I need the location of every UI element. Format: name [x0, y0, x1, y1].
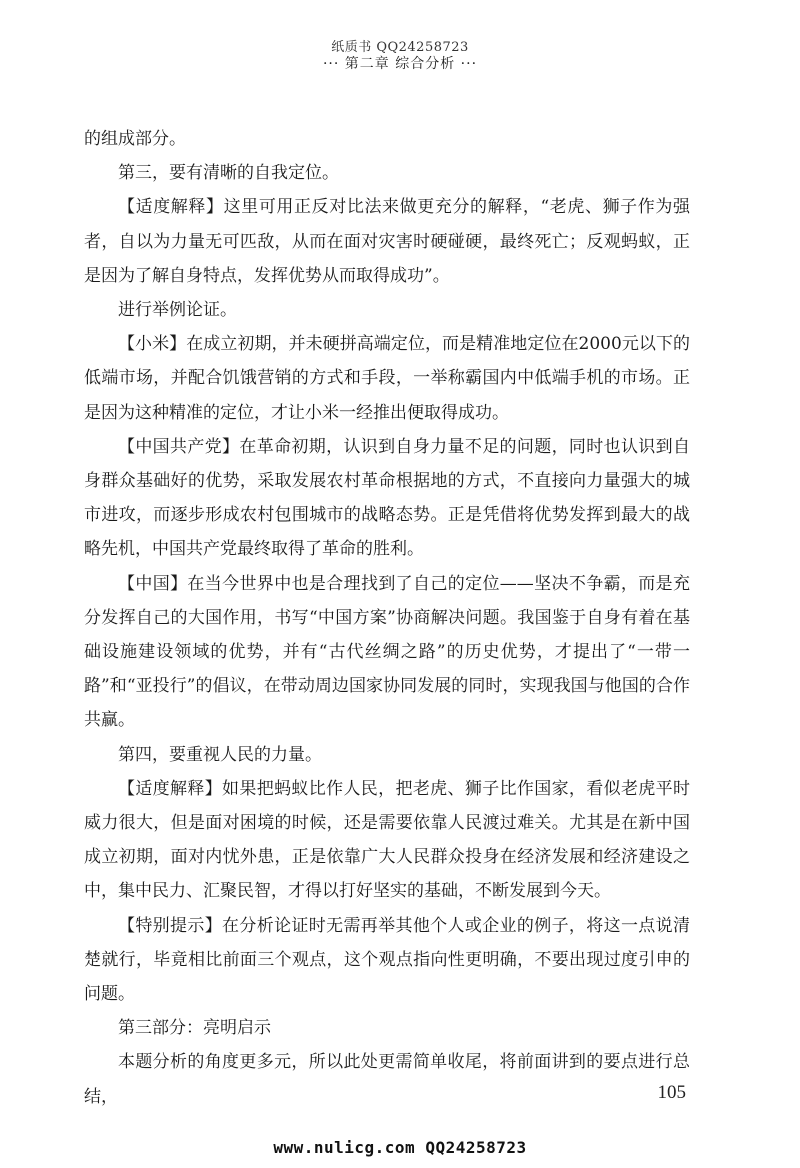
paragraph: 【中国】在当今世界中也是合理找到了自己的定位——坚决不争霸，而是充分发挥自己的大国作用，书写“中国方案”协商解决问题。我国鉴于自身有着在基础设施建设领域的优势，并有“古代丝绸之路”的历史优势，才提出了“一带一路”和“亚投行”的倡议，在带动周边国家协同发展的同时，实现我国与他国的合作共赢。 — [84, 573, 690, 731]
footer-watermark: www.nulicg.com QQ24258723 — [273, 1138, 527, 1157]
paragraph: 【小米】在成立初期，并未硬拼高端定位，而是精准地定位在2000元以下的低端市场，并配合饥饿营销的方式和手段，一举称霸国内中低端手机的市场。正是因为这种精准的定位，才让小米一经推出便取得成功。 — [84, 334, 690, 423]
page-header — [0, 40, 800, 74]
chapter-title: ··· 第二章 综合分析 ··· — [322, 56, 478, 73]
body-text — [84, 122, 690, 1114]
header-watermark: 纸质书 QQ24258723 — [331, 40, 469, 55]
paragraph: 第三，要有清晰的自我定位。 — [118, 163, 339, 184]
paragraph: 本题分析的角度更多元，所以此处更需简单收尾，将前面讲到的要点进行总结， — [84, 1052, 690, 1107]
section-heading: 第三部分：亮明启示 — [118, 1018, 271, 1039]
paragraph: 第四，要重视人民的力量。 — [118, 744, 322, 765]
paragraph: 【适度解释】这里可用正反对比法来做更充分的解释，“老虎、狮子作为强者，自以为力量无可匹敌，从而在面对灾害时硬碰硬，最终死亡；反观蚂蚁，正是因为了解自身特点，发挥优势从而取得成功”。 — [84, 197, 690, 286]
page-number: 105 — [657, 1082, 686, 1103]
paragraph: 进行举例论证。 — [118, 300, 237, 321]
paragraph: 【中国共产党】在革命初期，认识到自身力量不足的问题，同时也认识到自身群众基础好的优势，采取发展农村革命根据地的方式，不直接向力量强大的城市进攻，而逐步形成农村包围城市的战略态势。正是凭借将优势发挥到最大的战略先机，中国共产党最终取得了革命的胜利。 — [84, 436, 690, 560]
paragraph: 【特别提示】在分析论证时无需再举其他个人或企业的例子，将这一点说清楚就行，毕竟相比前面三个观点，这个观点指向性更明确，不要出现过度引申的问题。 — [84, 915, 690, 1005]
paragraph: 【适度解释】如果把蚂蚁比作人民，把老虎、狮子比作国家，看似老虎平时威力很大，但是面对困境的时候，还是需要依靠人民渡过难关。尤其是在新中国成立初期，面对内忧外患，正是依靠广大人民群众投身在经济发展和经济建设之中，集中民力、汇聚民智，才得以打好坚实的基础，不断发展到今天。 — [84, 778, 690, 902]
paragraph: 的组成部分。 — [84, 129, 186, 149]
